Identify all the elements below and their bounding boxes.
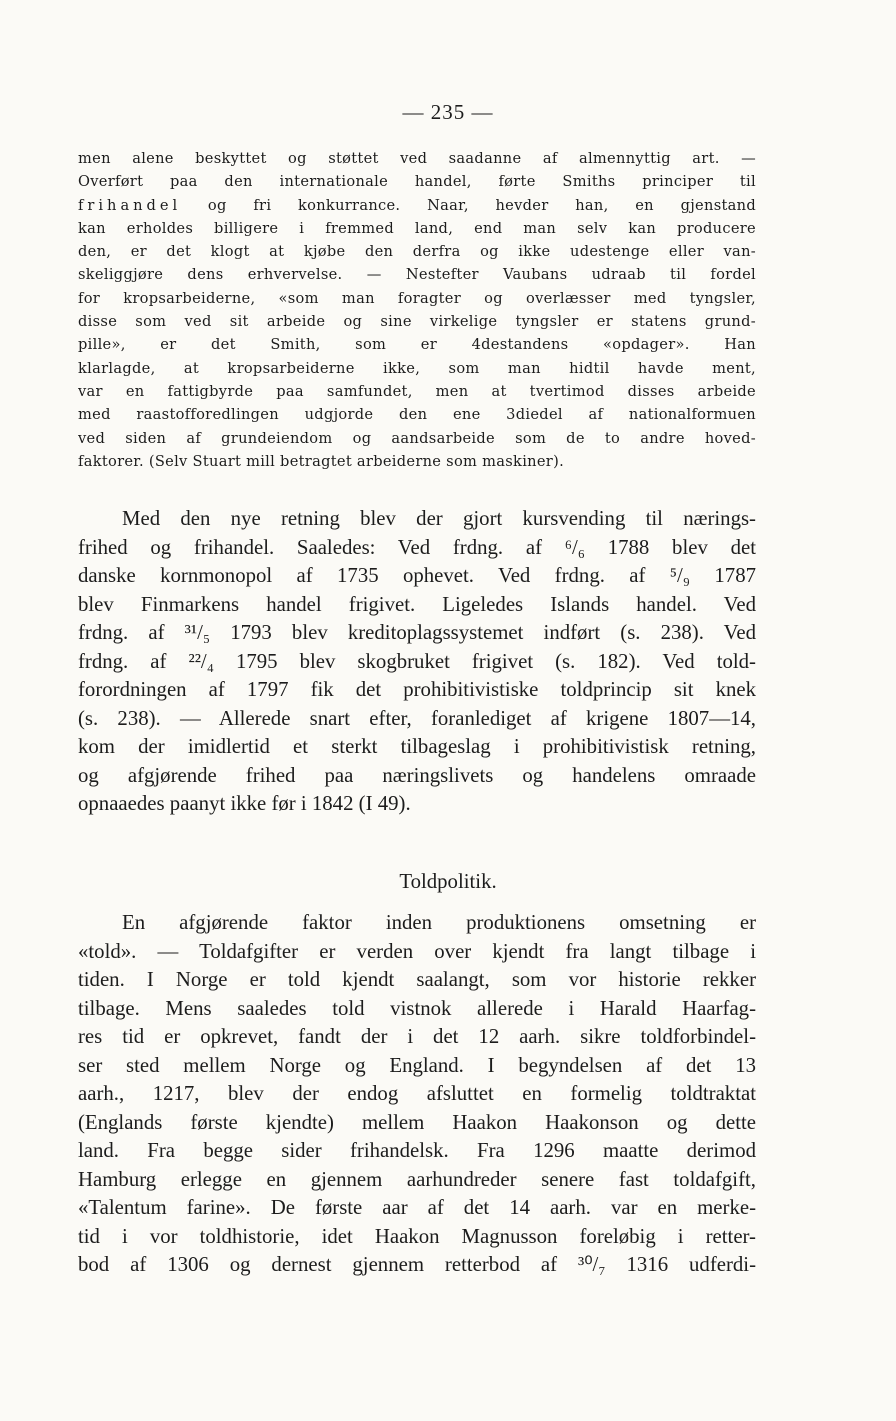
text-line: for kropsarbeiderne, «som man foragter og overlæsser med tyngsler, xyxy=(78,289,756,307)
text-line: (s. 238). — Allerede snart efter, foranlediget af krigene 1807—14, xyxy=(78,706,756,730)
text-line: Hamburg erlegge en gjennem aarhundreder senere fast toldafgift, xyxy=(78,1167,756,1191)
page-number: — 235 — xyxy=(402,100,494,124)
intro-paragraph xyxy=(78,147,756,473)
text-line: pille», er det Smith, som er 4destandens «opdager». Han xyxy=(78,336,756,354)
text-line: var en fattigbyrde paa samfundet, men at tvertimod disses arbeide xyxy=(78,382,756,400)
text-line: opnaaedes paanyt ikke før i 1842 (I 49). xyxy=(78,792,411,815)
text-line: danske kornmonopol af 1735 ophevet. Ved frdng. af ⁵/₉ 1787 xyxy=(78,564,756,587)
text-line: frdng. af ²²/₄ 1795 blev skogbruket frigivet (s. 182). Ved told- xyxy=(78,649,756,673)
text-line: frdng. af ³¹/₅ 1793 blev kreditoplagssystemet indført (s. 238). Ved xyxy=(78,621,756,644)
text-line: frihed og frihandel. Saaledes: Ved frdng. af ⁶/₆ 1788 blev det xyxy=(78,535,756,559)
text-line: land. Fra begge sider frihandelsk. Fra 1296 maatte derimod xyxy=(78,1139,756,1162)
text-line: og afgjørende frihed paa næringslivets og handelens omraade xyxy=(78,763,756,787)
text-line-rest: og fri konkurrance. Naar, hevder han, en gjenstand xyxy=(181,196,756,214)
text-line: klarlagde, at kropsarbeiderne ikke, som man hidtil havde ment, xyxy=(78,359,756,377)
text-line: «told». — Toldafgifter er verden over kjendt fra langt tilbage i xyxy=(78,939,756,963)
text-line: «Talentum farine». De første aar af det 14 aarh. var en merke- xyxy=(78,1196,756,1219)
text-line: skeliggjøre dens erhvervelse. — Nestefter Vaubans udraab til fordel xyxy=(78,266,756,284)
text-line: faktorer. (Selv Stuart mill betragtet arbeiderne som maskiner). xyxy=(78,452,565,470)
customs-paragraph xyxy=(78,909,756,1280)
text-line: ved siden af grundeiendom og aandsarbeide som de to andre hoved- xyxy=(78,429,756,447)
free-trade-paragraph xyxy=(78,505,756,819)
text-line: forordningen af 1797 fik det prohibitivistiske toldprincip sit knek xyxy=(78,678,756,701)
text-line: tilbage. Mens saaledes told vistnok allerede i Harald Haarfag- xyxy=(78,996,756,1020)
emphasized-word: frihandel xyxy=(78,196,182,214)
text-line: blev Finmarkens handel frigivet. Ligeledes Islands handel. Ved xyxy=(78,592,756,616)
text-line: (Englands første kjendte) mellem Haakon Haakonson og dette xyxy=(78,1110,756,1134)
text-line: En afgjørende faktor inden produktionens omsetning er xyxy=(122,911,756,934)
text-line: res tid er opkrevet, fandt der i det 12 aarh. sikre toldforbindel- xyxy=(78,1025,756,1048)
text-line: med raastofforedlingen udgjorde den ene 3diedel af nationalformuen xyxy=(78,406,756,424)
text-line: aarh., 1217, blev der endog afsluttet en formelig toldtraktat xyxy=(78,1082,756,1105)
text-line: kom der imidlertid et sterkt tilbageslag i prohibitivistisk retning, xyxy=(78,735,756,758)
text-line: tid i vor toldhistorie, idet Haakon Magnusson foreløbig i retter- xyxy=(78,1224,756,1248)
text-line: ser sted mellem Norge og England. I begyndelsen af det 13 xyxy=(78,1053,756,1077)
text-line: men alene beskyttet og støttet ved saadanne af almennyttig art. — xyxy=(78,150,756,167)
text-line: den, er det klogt at kjøbe den derfra og ikke udestenge eller van- xyxy=(78,243,756,261)
text-line: bod af 1306 og dernest gjennem retterbod af ³⁰/₇ 1316 udferdi- xyxy=(78,1253,756,1276)
text-line: Overført paa den internationale handel, førte Smiths principer til xyxy=(78,173,756,191)
text-line: disse som ved sit arbeide og sine virkelige tyngsler er statens grund- xyxy=(78,313,756,331)
text-line: tiden. I Norge er told kjendt saalangt, som vor historie rekker xyxy=(78,968,756,991)
text-line xyxy=(78,194,756,217)
section-heading: Toldpolitik. xyxy=(399,870,497,893)
text-line: kan erholdes billigere i fremmed land, end man selv kan producere xyxy=(78,219,756,237)
text-line: Med den nye retning blev der gjort kursvending til nærings- xyxy=(122,507,756,530)
